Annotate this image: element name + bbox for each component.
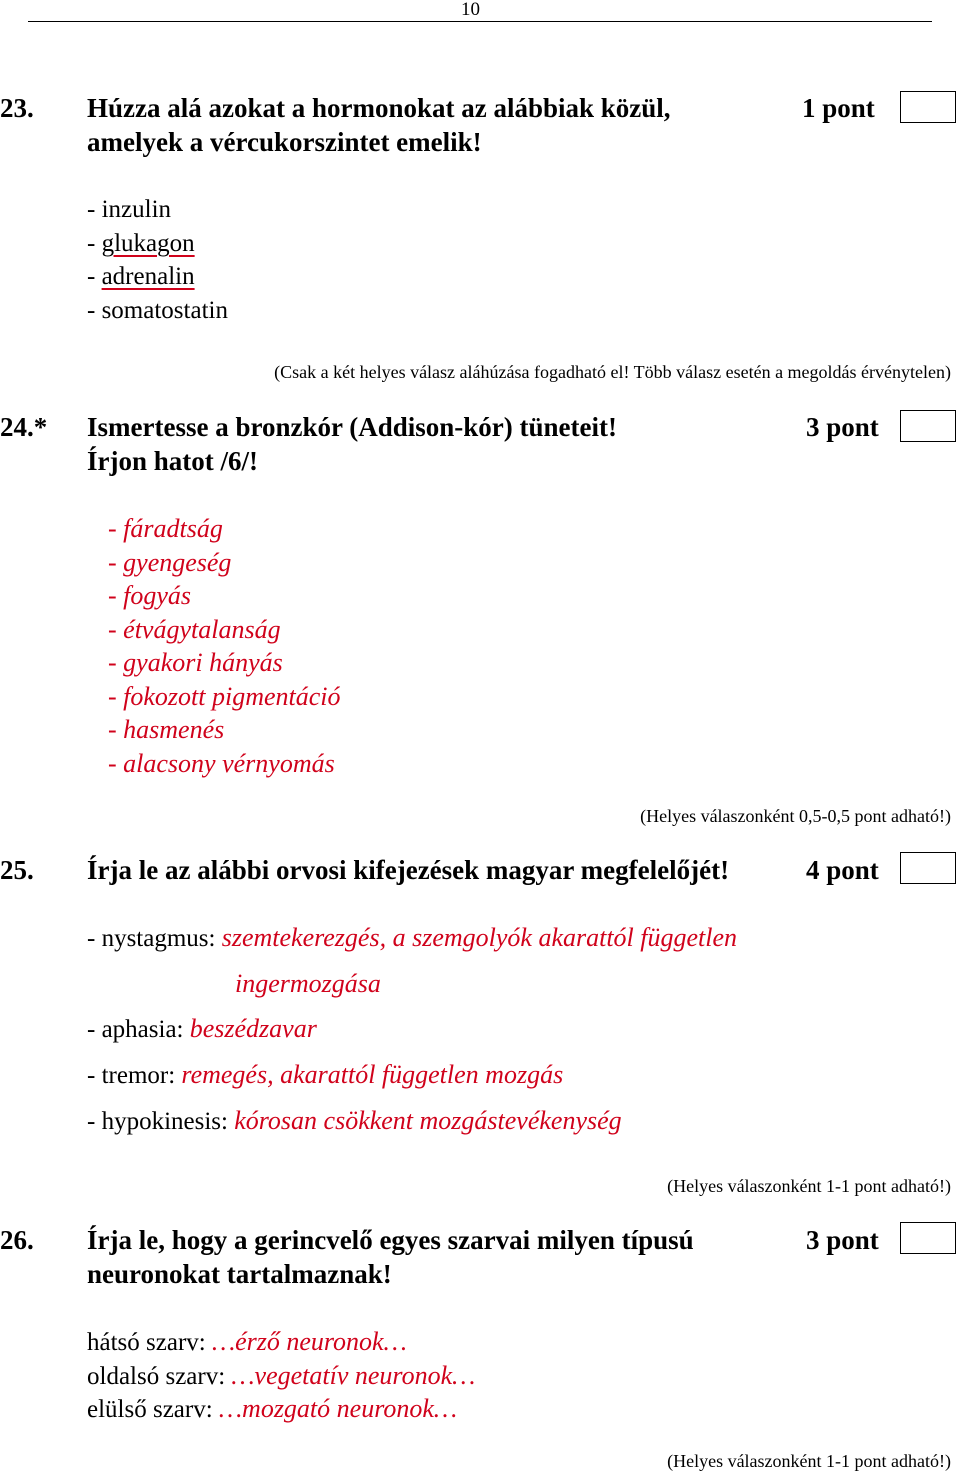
option-item: - glukagon bbox=[87, 230, 195, 257]
question-text: Írja le, hogy a gerincvelő egyes szarvai milyen típusú bbox=[87, 1225, 694, 1255]
question-number: 26. bbox=[0, 1225, 34, 1255]
term-row: - aphasia: beszédzavar bbox=[87, 1014, 317, 1043]
question-text: amelyek a vércukorszintet emelik! bbox=[87, 127, 482, 157]
answer-item: - gyakori hányás bbox=[108, 648, 283, 677]
points-label: 4 pont bbox=[806, 855, 879, 885]
points-label: 3 pont bbox=[806, 412, 879, 442]
underlined-answer: glukagon bbox=[101, 230, 195, 257]
grading-note: (Helyes válaszonként 0,5-0,5 pont adható!) bbox=[640, 806, 951, 826]
grading-note: (Helyes válaszonként 1-1 pont adható!) bbox=[667, 1176, 951, 1196]
term-row bbox=[235, 969, 381, 999]
term-row: - hypokinesis: kórosan csökkent mozgástevékenység bbox=[87, 1106, 622, 1135]
question-text: Ismertesse a bronzkór (Addison-kór) tüneteit! bbox=[87, 412, 617, 442]
question-number: 25. bbox=[0, 855, 34, 885]
page-number: 10 bbox=[461, 0, 480, 20]
answer-item: - étvágytalanság bbox=[108, 615, 281, 644]
answer-item: - fáradtság bbox=[108, 514, 223, 543]
term-answer: remegés, akarattól független mozgás bbox=[181, 1060, 564, 1089]
option-item: - inzulin bbox=[87, 196, 172, 223]
grading-note: (Csak a két helyes válasz aláhúzása fogadható el! Több válasz esetén a megoldás érvénytelen) bbox=[274, 362, 951, 382]
term-answer: ingermozgása bbox=[235, 969, 381, 998]
question-text: neuronokat tartalmaznak! bbox=[87, 1259, 392, 1289]
answer-item: - gyengeség bbox=[108, 548, 232, 577]
option-item: - somatostatin bbox=[87, 297, 228, 324]
score-box[interactable] bbox=[900, 852, 956, 884]
answer-item: - fokozott pigmentáció bbox=[108, 682, 341, 711]
points-label: 3 pont bbox=[806, 1225, 879, 1255]
grading-note: (Helyes válaszonként 1-1 pont adható!) bbox=[667, 1451, 951, 1471]
score-box[interactable] bbox=[900, 91, 956, 123]
question-text: Írja le az alábbi orvosi kifejezések magyar megfelelőjét! bbox=[87, 855, 730, 885]
question-number: 24.* bbox=[0, 412, 48, 442]
answer-item: - alacsony vérnyomás bbox=[108, 749, 335, 778]
term-answer: szemtekerezgés, a szemgolyók akarattól független bbox=[221, 923, 738, 952]
term-answer: beszédzavar bbox=[189, 1014, 317, 1043]
score-box[interactable] bbox=[900, 410, 956, 442]
horn-row: hátsó szarv: …érző neuronok… bbox=[87, 1327, 407, 1356]
horn-answer: …mozgató neuronok… bbox=[218, 1394, 458, 1423]
horn-answer: …vegetatív neuronok… bbox=[231, 1361, 476, 1390]
underlined-answer: adrenalin bbox=[101, 263, 195, 290]
option-item: - adrenalin bbox=[87, 263, 195, 290]
question-text: Írjon hatot /6/! bbox=[87, 446, 258, 476]
horn-row: elülső szarv: …mozgató neuronok… bbox=[87, 1394, 458, 1423]
header-rule bbox=[28, 21, 932, 22]
answer-item: - hasmenés bbox=[108, 715, 225, 744]
score-box[interactable] bbox=[900, 1222, 956, 1254]
term-row: - tremor: remegés, akarattól független mozgás bbox=[87, 1060, 564, 1089]
answer-item: - fogyás bbox=[108, 581, 192, 610]
points-label: 1 pont bbox=[802, 93, 875, 123]
question-number: 23. bbox=[0, 93, 34, 123]
question-text: Húzza alá azokat a hormonokat az alábbiak közül, bbox=[87, 93, 671, 123]
horn-row: oldalsó szarv: …vegetatív neuronok… bbox=[87, 1361, 476, 1390]
term-answer: kórosan csökkent mozgástevékenység bbox=[234, 1106, 622, 1135]
term-row: - nystagmus: szemtekerezgés, a szemgolyók akarattól független bbox=[87, 923, 738, 952]
horn-answer: …érző neuronok… bbox=[211, 1327, 407, 1356]
